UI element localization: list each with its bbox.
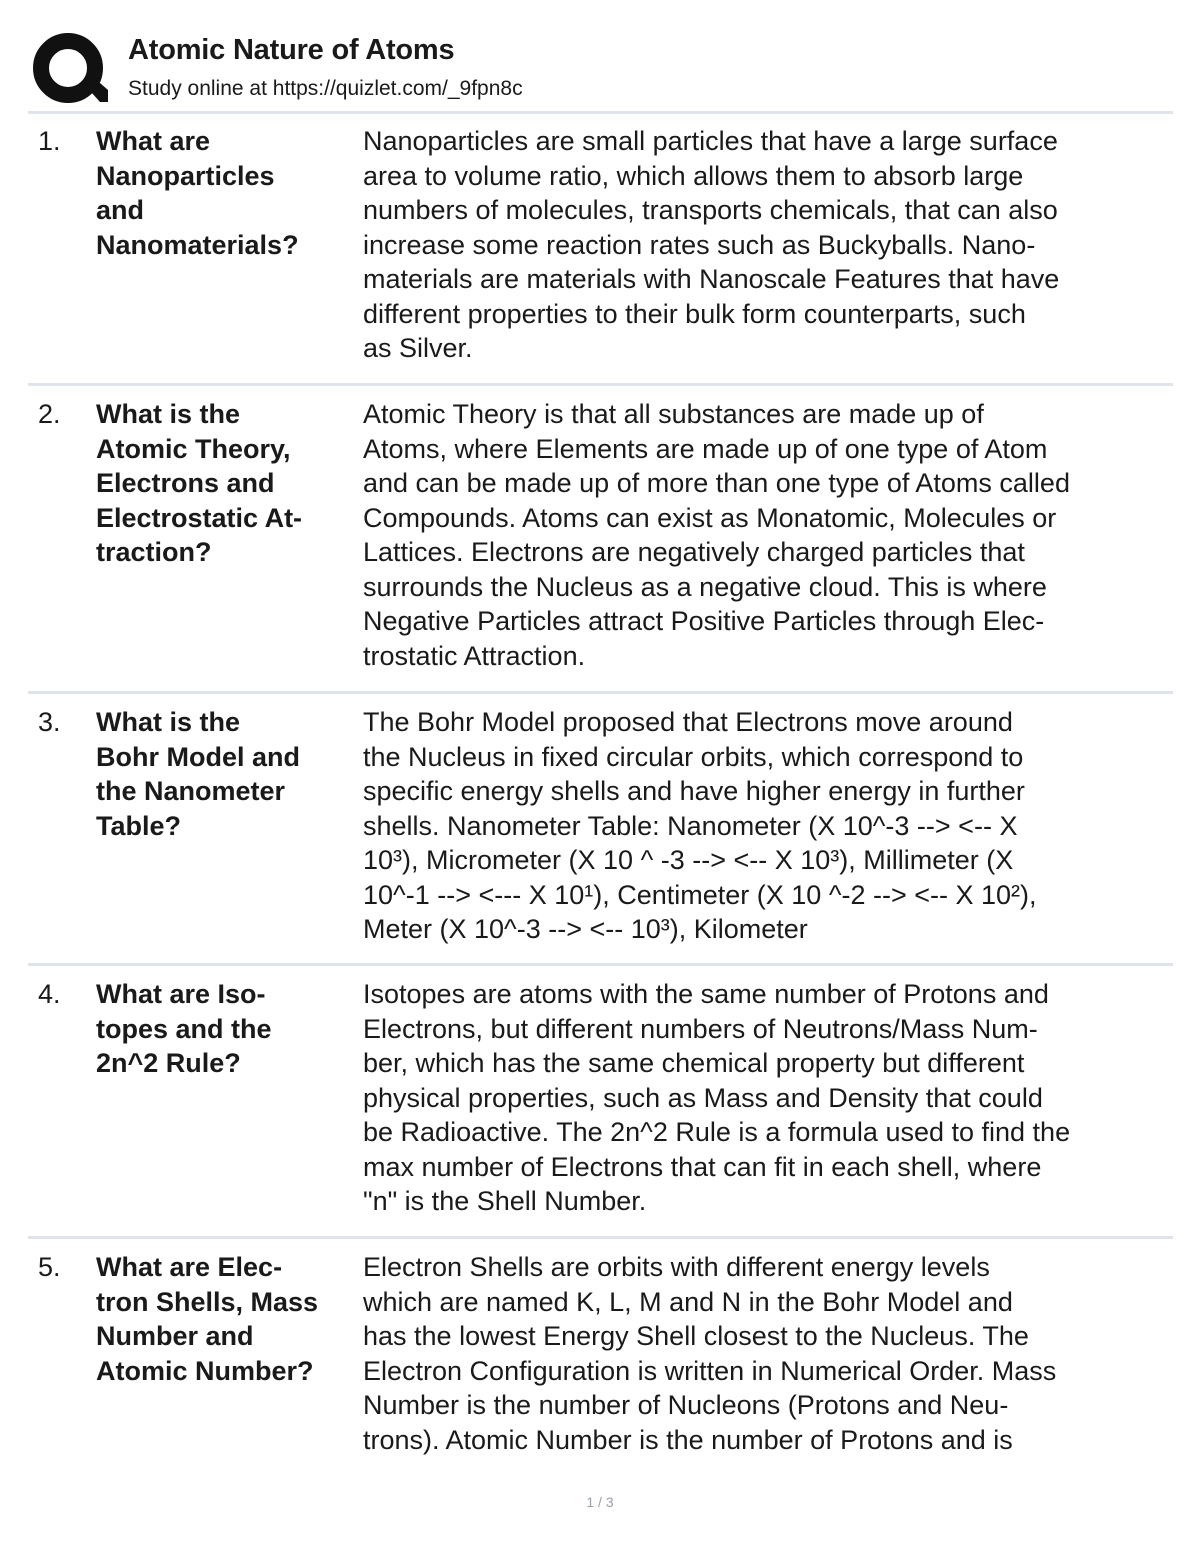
definition-line: max number of Electrons that can fit in each shell, where <box>363 1151 1042 1182</box>
card-term <box>96 397 358 570</box>
definition-line: has the lowest Energy Shell closest to the Nucleus. The <box>363 1321 1029 1351</box>
term-line: and <box>96 195 145 225</box>
definition-line: different properties to their bulk form counterparts, such <box>363 298 1026 329</box>
divider <box>28 111 1173 114</box>
definition-line: Isotopes are atoms with the same number of Protons and <box>363 979 1049 1009</box>
definition-line: trostatic Attraction. <box>363 640 586 671</box>
card-number: 3. <box>38 707 61 737</box>
term-line: Electrons and <box>96 468 275 498</box>
definition-line: surrounds the Nucleus as a negative cloud. This is where <box>363 571 1047 602</box>
definition-line: and can be made up of more than one type of Atoms called <box>363 468 1070 498</box>
definition-line: The Bohr Model proposed that Electrons move around <box>363 707 1013 737</box>
definition-line: Electron Shells are orbits with different energy levels <box>363 1252 990 1282</box>
card-definition <box>363 977 1163 1219</box>
definition-line: Compounds. Atoms can exist as Monatomic, Molecules or <box>363 502 1057 533</box>
card-number: 5. <box>38 1252 61 1282</box>
card-number: 2. <box>38 399 61 429</box>
card-term <box>96 1250 358 1388</box>
definition-line: Lattices. Electrons are negatively charged particles that <box>363 537 1025 567</box>
card-definition <box>363 124 1163 366</box>
definition-line: materials are materials with Nanoscale Features that have <box>363 264 1060 294</box>
definition-line: numbers of molecules, transports chemicals, that can also <box>363 195 1058 225</box>
definition-line: which are named K, L, M and N in the Bohr Model and <box>363 1286 1013 1317</box>
definition-line: increase some reaction rates such as Buckyballs. Nano- <box>363 229 1036 260</box>
card-term <box>96 705 358 843</box>
term-line: tron Shells, Mass <box>96 1286 319 1317</box>
definition-line: specific energy shells and have higher energy in further <box>363 776 1025 806</box>
definition-line: ber, which has the same chemical property but different <box>363 1048 1025 1078</box>
page-title: Atomic Nature of Atoms <box>128 34 455 66</box>
card-term <box>96 124 358 262</box>
definition-line: shells. Nanometer Table: Nanometer (X 10^-3 --> <-- X <box>363 810 1018 841</box>
term-line: topes and the <box>96 1013 272 1044</box>
divider <box>28 691 1173 694</box>
term-line: Atomic Number? <box>96 1355 314 1386</box>
definition-line: Negative Particles attract Positive Particles through Elec- <box>363 606 1045 636</box>
card-number: 4. <box>38 979 61 1009</box>
term-line: Atomic Theory, <box>96 433 291 464</box>
definition-line: the Nucleus in fixed circular orbits, which correspond to <box>363 741 1024 772</box>
definition-line: trons). Atomic Number is the number of Protons and is <box>363 1424 1013 1455</box>
card-definition <box>363 1250 1163 1457</box>
definition-line: Atomic Theory is that all substances are made up of <box>363 399 984 429</box>
divider <box>28 1236 1173 1239</box>
definition-line: be Radioactive. The 2n^2 Rule is a formula used to find the <box>363 1117 1071 1147</box>
term-line: What are Iso- <box>96 979 266 1009</box>
definition-line: as Silver. <box>363 333 473 363</box>
term-line: Nanoparticles <box>96 160 275 191</box>
term-line: traction? <box>96 537 212 567</box>
divider <box>28 963 1173 966</box>
definition-line: Atoms, where Elements are made up of one type of Atom <box>363 433 1048 464</box>
study-online-link[interactable]: Study online at https://quizlet.com/_9fpn8c <box>128 77 523 100</box>
term-line: Table? <box>96 810 182 841</box>
card-number: 1. <box>38 126 61 156</box>
term-line: the Nanometer <box>96 776 286 806</box>
term-line: Number and <box>96 1321 254 1351</box>
card-term <box>96 977 358 1081</box>
definition-line: Number is the number of Nucleons (Protons and Neu- <box>363 1390 1009 1420</box>
card-definition <box>363 705 1163 947</box>
definition-line: Electron Configuration is written in Numerical Order. Mass <box>363 1355 1057 1386</box>
term-line: Electrostatic At- <box>96 502 303 533</box>
term-line: What are Elec- <box>96 1252 283 1282</box>
term-line: 2n^2 Rule? <box>96 1048 241 1078</box>
term-line: What is the <box>96 399 241 429</box>
definition-line: Electrons, but different numbers of Neutrons/Mass Num- <box>363 1013 1038 1044</box>
page-header <box>30 28 1172 108</box>
term-line: Nanomaterials? <box>96 229 299 260</box>
definition-line: "n" is the Shell Number. <box>363 1186 647 1216</box>
definition-line: area to volume ratio, which allows them to absorb large <box>363 160 1024 191</box>
quizlet-logo-icon <box>30 28 110 108</box>
term-line: What are <box>96 126 211 156</box>
term-line: What is the <box>96 707 241 737</box>
definition-line: 10^-1 --> <--- X 10¹), Centimeter (X 10 ^-2 --> <-- X 10²), <box>363 879 1037 910</box>
divider <box>28 383 1173 386</box>
definition-line: physical properties, such as Mass and Density that could <box>363 1082 1043 1113</box>
definition-line: Meter (X 10^-3 --> <-- 10³), Kilometer <box>363 914 808 944</box>
definition-line: 10³), Micrometer (X 10 ^ -3 --> <-- X 10³), Millimeter (X <box>363 845 1014 875</box>
page-number: 1 / 3 <box>586 1494 614 1510</box>
card-definition <box>363 397 1163 673</box>
definition-line: Nanoparticles are small particles that have a large surface <box>363 126 1058 156</box>
term-line: Bohr Model and <box>96 741 300 772</box>
